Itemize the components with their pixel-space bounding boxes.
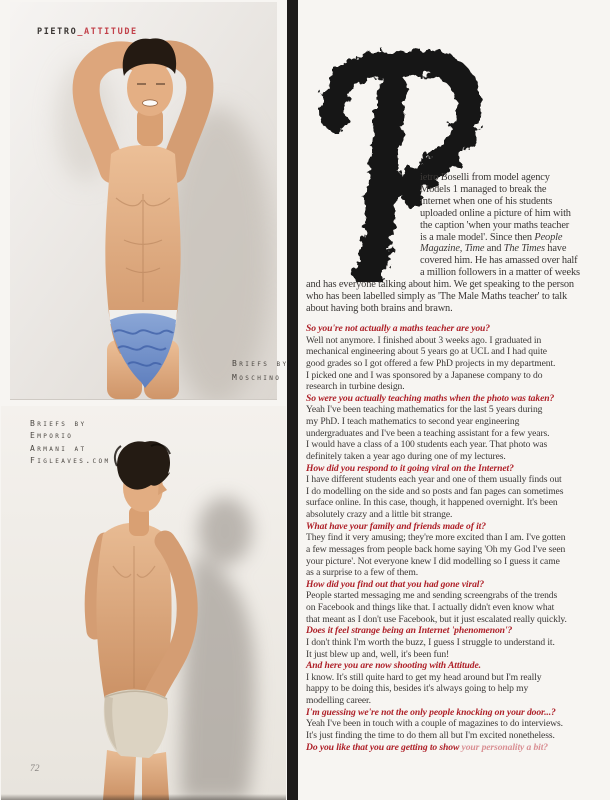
divider-bar: [287, 0, 298, 800]
interview-answer-line: Yeah I've been teaching mathematics for the last 5 years during: [306, 404, 543, 416]
interview-question: How did you respond to it going viral on the Internet?: [306, 462, 514, 474]
photo-front-pose-illustration: [10, 2, 277, 399]
interview-answer-line: good grades so I got offered a few PhD projects in my department.: [306, 357, 556, 369]
interview-answer-line: surface online. In this case, though, it happened overnight. It's been: [306, 497, 558, 509]
interview-answer-line: definitely taken a year ago during one of my lectures.: [306, 450, 506, 462]
interview-answer-line: that meant as I don't use Facebook, but it just escalated really quickly.: [306, 613, 567, 625]
photo-front-pose: [10, 2, 277, 400]
interview-question: Does it feel strange being an Internet 'phenomenon'?: [306, 625, 513, 637]
interview-answer-line: I picked one and I was sponsored by a Japanese company to do: [306, 369, 543, 381]
section-tag: [37, 27, 138, 37]
interview-answer-line: absolutely crazy and a little bit strange.: [306, 509, 453, 520]
section-tag-magazine: _ATTITUDE: [77, 27, 138, 37]
interview-answer-line: I do modelling on the side and so posts and fan pages can sometimes: [306, 485, 564, 497]
interview-question: So were you actually teaching maths when the photo was taken?: [306, 392, 555, 404]
interview-answer-line: undergraduates and I've been a teaching assistant for a few years.: [306, 427, 550, 439]
interview-question: What have your family and friends made of it?: [306, 520, 486, 532]
interview-answer-line: People started messaging me and sending screengrabs of the trends: [306, 590, 558, 602]
interview-answer-line: Yeah I've been in touch with a couple of magazines to do interviews.: [306, 718, 563, 730]
photo2-credit: Briefs by Emporio Armani at Figleaves.com: [30, 419, 111, 466]
photo1-credit: Briefs by Moschino: [232, 359, 289, 382]
interview-qa: [306, 323, 604, 753]
interview-answer-line: a few messages from people back home saying 'Oh my God I've seen: [306, 543, 566, 555]
interview-answer-line: I don't think I'm worth the buzz, I guess I struggle to understand it.: [306, 636, 555, 648]
article-intro: [306, 172, 602, 315]
interview-answer-line: Well not anymore. I finished about 3 weeks ago. I graduated in: [306, 334, 542, 346]
interview-question: So you're not actually a maths teacher are you?: [306, 323, 490, 334]
interview-answer-line: I would have a class of a 100 students each year. That photo was: [306, 439, 548, 451]
interview-answer-line: mechanical engineering about 5 years go at UCL and I had quite: [306, 346, 547, 358]
interview-answer-line: modelling career.: [306, 695, 371, 706]
interview-question: How did you find out that you had gone viral?: [306, 578, 485, 590]
interview-question: I'm guessing we're not the only people knocking on your door...?: [306, 706, 556, 718]
interview-question: And here you are now shooting with Attitude.: [306, 660, 481, 672]
interview-answer-line: It's just finding the time to do them all but I'm excited nonetheless.: [306, 729, 555, 741]
interview-answer-line: It just blew up and, well, it's been fun!: [306, 648, 450, 660]
interview-answer-line: my PhD. I teach mathematics to second year engineering: [306, 416, 520, 427]
interview-answer-line: your picture'. Not everyone knew I did modelling so I guess it came: [306, 555, 560, 567]
interview-answer-line: on Facebook and things like that. I actually didn't even know what: [306, 602, 555, 613]
section-tag-title: PIETRO: [37, 27, 78, 37]
interview-answer-line: happy to be doing this, besides it's always going to help my: [306, 683, 529, 695]
intro-indented-lines: ietro Boselli from model agency Models 1 managed to break the internet when one of his students uploaded online a picture of him with the caption 'when your maths teacher is a male model'. Since then People Magazine, Time and The Times have covered him. He has amassed over half a million followers in a matter of weeks: [420, 172, 580, 279]
intro-full-lines: and has everyone talking about him. We get speaking to the person who has been labelled simply as 'The Male Maths teacher' to talk about having both brains and brawn.: [306, 279, 574, 314]
interview-answer-line: research in turbine design.: [306, 381, 405, 393]
page-number: 72: [30, 764, 40, 774]
photo-bottom-vignette: [1, 794, 286, 800]
interview-question-last: Do you like that you are getting to show your personality a bit?: [306, 741, 548, 753]
interview-answer-line: I know. It's still quite hard to get my head around but I'm really: [306, 671, 542, 683]
interview-answer-line: They find it very amusing; they're more excited than I am. I've gotten: [306, 532, 566, 544]
interview-answer-line: I have different students each year and one of them usually finds out: [306, 474, 562, 486]
interview-answer-line: as a surprise to a few of them.: [306, 567, 418, 579]
